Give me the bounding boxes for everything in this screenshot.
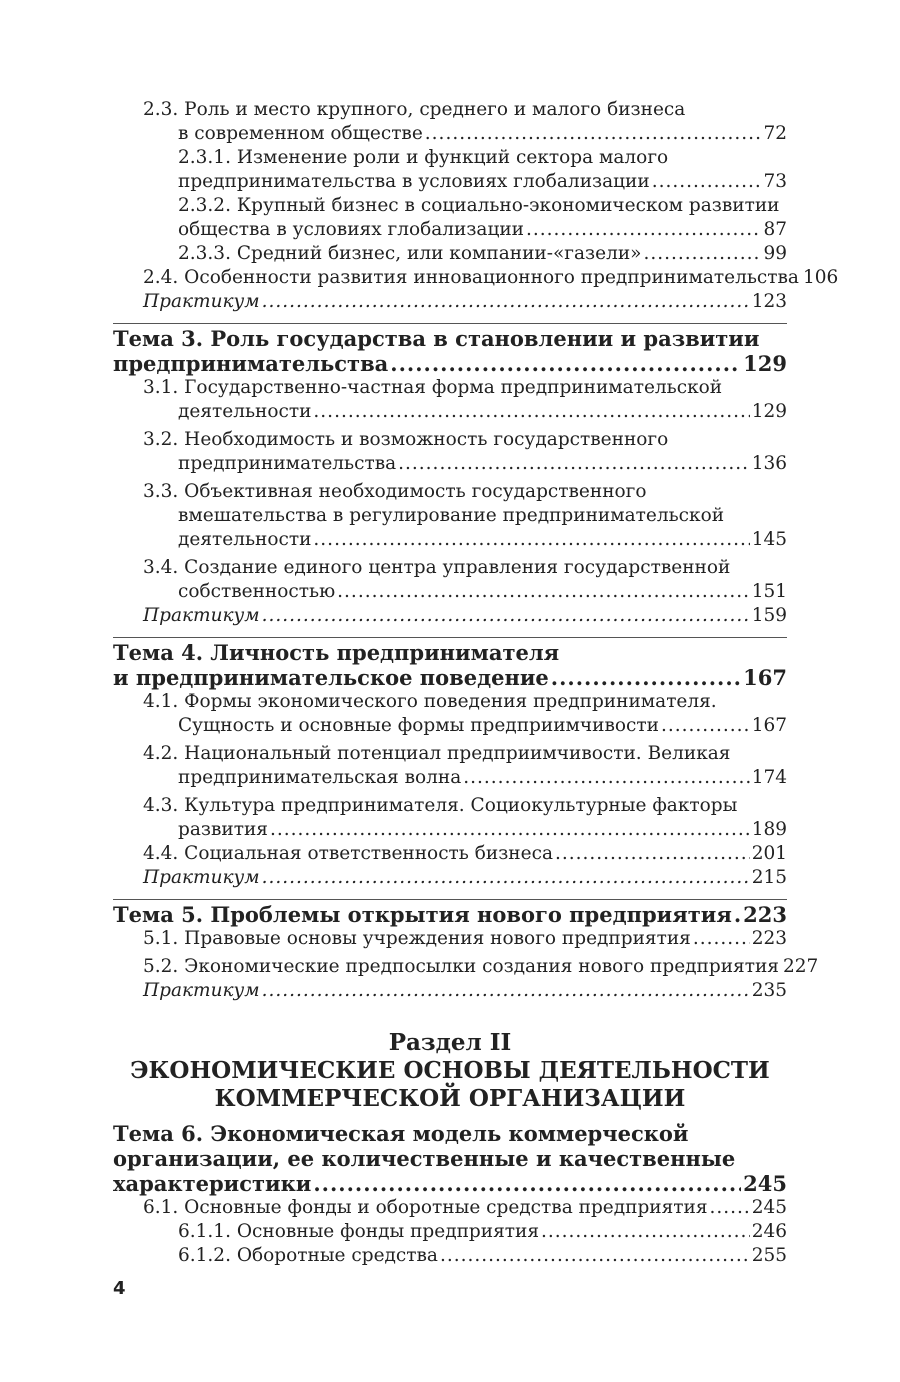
toc-entry-2-4[interactable]	[143, 266, 839, 290]
toc-page-number: 255	[751, 1245, 787, 1266]
toc-page-number: 145	[751, 529, 787, 550]
toc-topic-title: Тема 5. Проблемы открытия нового предприятия	[113, 902, 732, 927]
toc-entry-title: Практикум	[143, 867, 260, 888]
leader-dots	[643, 242, 761, 266]
toc-entry-title: 3.3. Объективная необходимость государственного	[143, 481, 647, 502]
toc-topic-title: Тема 3. Роль государства в становлении и развитии	[113, 326, 760, 351]
toc-topic-4[interactable]	[113, 640, 787, 690]
toc-entry-3-3[interactable]	[143, 480, 787, 552]
toc-entry-title: 3.1. Государственно-частная форма предпринимательской	[143, 377, 723, 398]
toc-page-number: 129	[743, 351, 787, 376]
toc-entry-2-3[interactable]	[143, 98, 787, 146]
toc-page-number: 167	[751, 715, 787, 736]
toc-topic-title-cont: характеристики	[113, 1171, 312, 1196]
toc-entry-title-cont: в современном обществе	[178, 123, 423, 144]
toc-page-number: 223	[743, 902, 787, 927]
toc-topic-title: Тема 4. Личность предпринимателя	[113, 640, 560, 665]
separator-line	[113, 323, 787, 324]
toc-entry-4-4[interactable]	[143, 842, 787, 866]
toc-entry-practicum-4[interactable]	[143, 866, 787, 890]
toc-entry-title: 4.1. Формы экономического поведения предпринимателя.	[143, 691, 717, 712]
leader-dots	[526, 218, 761, 242]
toc-entry-title: 5.1. Правовые основы учреждения нового предприятия	[143, 928, 691, 949]
leader-dots	[555, 842, 750, 866]
toc-entry-practicum-2[interactable]	[143, 290, 787, 314]
toc-page-number: 159	[751, 605, 787, 626]
toc-entry-title: 6.1.1. Основные фонды предприятия	[178, 1221, 539, 1242]
toc-entry-title-cont: общества в условиях глобализации	[178, 219, 525, 240]
toc-topic-6[interactable]	[113, 1121, 787, 1196]
toc-page-number: 73	[763, 171, 787, 192]
toc-page-number: 87	[763, 219, 787, 240]
leader-dots	[313, 528, 749, 552]
toc-entry-3-4[interactable]	[143, 556, 787, 604]
toc-entry-title-cont: предпринимательства	[178, 453, 397, 474]
section-title-line2: КОММЕРЧЕСКОЙ ОРГАНИЗАЦИИ	[214, 1085, 686, 1112]
leader-dots	[262, 604, 750, 628]
leader-dots	[262, 979, 750, 1003]
section-title-line1: ЭКОНОМИЧЕСКИЕ ОСНОВЫ ДЕЯТЕЛЬНОСТИ	[130, 1057, 770, 1084]
toc-entry-2-3-1[interactable]	[178, 146, 787, 194]
leader-dots	[734, 902, 741, 927]
leader-dots	[710, 1196, 750, 1220]
section-heading	[113, 1029, 787, 1113]
toc-page-number: 246	[751, 1221, 787, 1242]
toc-topic-5[interactable]	[113, 902, 787, 927]
toc-entry-practicum-3[interactable]	[143, 604, 787, 628]
toc-page-number: 201	[751, 843, 787, 864]
toc-entry-title-cont: собственностью	[178, 581, 336, 602]
toc-entry-title: 2.4. Особенности развития инновационного предпринимательства	[143, 267, 799, 288]
toc-entry-6-1-1[interactable]	[178, 1220, 787, 1244]
toc-entry-title: 6.1. Основные фонды и оборотные средства предприятия	[143, 1197, 708, 1218]
leader-dots	[463, 766, 749, 790]
toc-entry-3-1[interactable]	[143, 376, 787, 424]
toc-entry-title: 2.3. Роль и место крупного, среднего и малого бизнеса	[143, 99, 686, 120]
leader-dots	[262, 290, 750, 314]
toc-entry-title: 3.4. Создание единого центра управления государственной	[143, 557, 731, 578]
toc-entry-4-2[interactable]	[143, 742, 787, 790]
toc-entry-title: 2.3.3. Средний бизнес, или компании-«газели»	[178, 243, 642, 264]
toc-entry-title: 2.3.2. Крупный бизнес в социально-экономическом развитии	[178, 195, 780, 216]
toc-page-number: 227	[782, 956, 819, 977]
toc-entry-title: 5.2. Экономические предпосылки создания нового предприятия	[143, 956, 779, 977]
leader-dots	[337, 580, 750, 604]
toc-entry-6-1-2[interactable]	[178, 1244, 787, 1268]
toc-page-number: 235	[751, 980, 787, 1001]
toc-page-number: 123	[751, 291, 787, 312]
toc-entry-title-cont: вмешательства в регулирование предпринимательской	[178, 505, 725, 526]
leader-dots	[541, 1220, 750, 1244]
toc-topic-3[interactable]	[113, 326, 787, 376]
toc-entry-2-3-2[interactable]	[178, 194, 787, 242]
toc-entry-title: 2.3.1. Изменение роли и функций сектора малого	[178, 147, 669, 168]
leader-dots	[313, 1171, 741, 1196]
leader-dots	[661, 714, 750, 738]
toc-entry-title: Практикум	[143, 291, 260, 312]
toc-page-number: 99	[763, 243, 787, 264]
toc-page-number: 174	[751, 767, 787, 788]
toc-entry-2-3-3[interactable]	[178, 242, 787, 266]
toc-page-number: 151	[751, 581, 787, 602]
toc-entry-title-cont: Сущность и основные формы предприимчивости	[178, 715, 659, 736]
page-number: 4	[113, 1278, 126, 1299]
toc-page-number: 129	[751, 401, 787, 422]
toc-page-number: 167	[743, 665, 787, 690]
toc-entry-5-1[interactable]	[143, 927, 787, 951]
leader-dots	[652, 170, 762, 194]
toc-page-number: 245	[743, 1171, 787, 1196]
toc-entry-5-2[interactable]	[143, 955, 819, 979]
leader-dots	[390, 351, 741, 376]
toc-entry-title-cont: деятельности	[178, 529, 312, 550]
toc-page-number: 245	[751, 1197, 787, 1218]
toc-page-number: 136	[751, 453, 787, 474]
toc-entry-title-cont: деятельности	[178, 401, 312, 422]
table-of-contents	[113, 98, 839, 1268]
toc-entry-title-cont: предпринимательства в условиях глобализации	[178, 171, 650, 192]
leader-dots	[313, 400, 749, 424]
leader-dots	[262, 866, 750, 890]
toc-page-number: 189	[751, 819, 787, 840]
toc-topic-title: Тема 6. Экономическая модель коммерческой	[113, 1121, 689, 1146]
toc-topic-title-cont: предпринимательства	[113, 351, 389, 376]
toc-topic-title-cont: организации, ее количественные и качественные	[113, 1146, 736, 1171]
toc-entry-title: 4.4. Социальная ответственность бизнеса	[143, 843, 553, 864]
separator-line	[113, 899, 787, 900]
toc-entry-title: 6.1.2. Оборотные средства	[178, 1245, 438, 1266]
leader-dots	[693, 927, 750, 951]
leader-dots	[440, 1244, 750, 1268]
toc-entry-title: 4.3. Культура предпринимателя. Социокультурные факторы	[143, 795, 738, 816]
toc-entry-title-cont: предпринимательская волна	[178, 767, 462, 788]
leader-dots	[425, 122, 762, 146]
leader-dots	[398, 452, 750, 476]
toc-entry-6-1[interactable]	[143, 1196, 787, 1220]
toc-entry-title-cont: развития	[178, 819, 268, 840]
toc-page-number: 106	[802, 267, 839, 288]
toc-entry-practicum-5[interactable]	[143, 979, 787, 1003]
separator-line	[113, 637, 787, 638]
toc-entry-3-2[interactable]	[143, 428, 787, 476]
toc-entry-title: Практикум	[143, 980, 260, 1001]
toc-page-number: 223	[751, 928, 787, 949]
toc-entry-title: Практикум	[143, 605, 260, 626]
toc-entry-4-3[interactable]	[143, 794, 787, 842]
toc-page-number: 215	[751, 867, 787, 888]
toc-entry-title: 4.2. Национальный потенциал предприимчивости. Великая	[143, 743, 731, 764]
toc-topic-title-cont: и предпринимательское поведение	[113, 665, 549, 690]
toc-page-number: 72	[763, 123, 787, 144]
toc-entry-title: 3.2. Необходимость и возможность государственного	[143, 429, 669, 450]
leader-dots	[270, 818, 750, 842]
section-label: Раздел II	[388, 1029, 512, 1056]
leader-dots	[551, 665, 741, 690]
toc-entry-4-1[interactable]	[143, 690, 787, 738]
